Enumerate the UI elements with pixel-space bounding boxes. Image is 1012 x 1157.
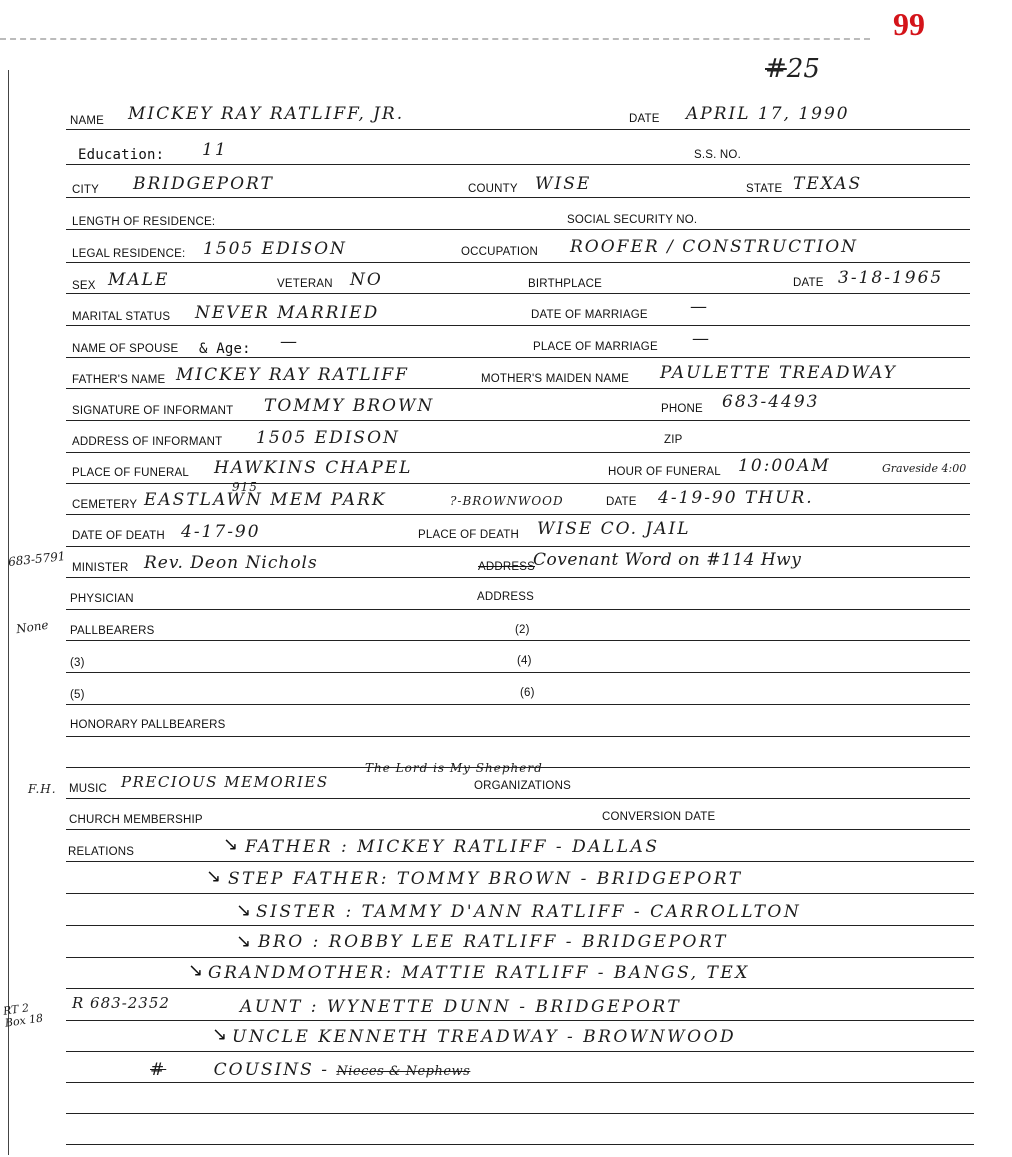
music-margin-note: F.H. — [28, 782, 57, 796]
state-label: STATE — [746, 183, 783, 195]
rule-funeral — [66, 483, 970, 484]
rule-death — [66, 546, 970, 547]
rule-relations-4 — [66, 957, 974, 958]
phone-value: 683-4493 — [722, 392, 820, 412]
check-mark-3: ↘ — [236, 900, 252, 920]
check-mark-7: ↘ — [212, 1024, 228, 1044]
informant-signature-label: SIGNATURE OF INFORMANT — [72, 405, 234, 417]
minister-margin-note: 683-5791 — [7, 549, 67, 569]
rule-education — [66, 164, 970, 165]
rule-relations-10 — [66, 1144, 974, 1145]
funeral-place-value: HAWKINS CHAPEL — [214, 458, 413, 478]
phone-label: PHONE — [661, 403, 703, 415]
rule-physician — [66, 609, 970, 610]
relations-phone-note: R 683-2352 — [72, 994, 170, 1012]
cousins-struck: Nieces & Nephews — [336, 1064, 471, 1079]
veteran-label: VETERAN — [277, 278, 333, 290]
city-value: BRIDGEPORT — [133, 174, 274, 194]
county-value: WISE — [535, 174, 592, 194]
cemetery-date-label: DATE — [606, 496, 637, 508]
relation-step-father: STEP FATHER: TOMMY BROWN - BRIDGEPORT — [228, 869, 743, 889]
spouse-age-label: & Age: — [199, 341, 251, 357]
rule-relations-2 — [66, 893, 974, 894]
music-label: MUSIC — [69, 783, 108, 795]
rule-parents — [66, 388, 970, 389]
cemetery-label: CEMETERY — [72, 499, 138, 511]
pallbearers-label: PALLBEARERS — [70, 625, 155, 637]
funeral-hour-label: HOUR OF FUNERAL — [608, 466, 721, 478]
relation-father: FATHER : MICKEY RATLIFF - DALLAS — [245, 837, 660, 857]
file-number: #25 — [765, 54, 820, 84]
education-value: 11 — [202, 140, 228, 160]
funeral-hour-note: Graveside 4:00 — [882, 462, 967, 475]
rule-pallbearers-5 — [66, 704, 970, 705]
relation-sister: SISTER : TAMMY D'ANN RATLIFF - CARROLLTON — [256, 902, 802, 922]
minister-label: MINISTER — [72, 562, 129, 574]
birthplace-label: BIRTHPLACE — [528, 278, 603, 290]
cousins-label: COUSINS - — [213, 1060, 329, 1080]
birth-date-label: DATE — [793, 277, 824, 289]
rule-relations-8 — [66, 1082, 974, 1083]
check-mark-5: ↘ — [188, 960, 204, 980]
place-of-marriage-value: — — [692, 329, 711, 349]
rule-relations-1 — [66, 861, 974, 862]
county-label: COUNTY — [468, 183, 518, 195]
music-above-note: The Lord is My Shepherd — [365, 761, 543, 775]
informant-address-value: 1505 EDISON — [256, 428, 400, 448]
rule-pallbearers — [66, 640, 970, 641]
rule-sex — [66, 293, 970, 294]
occupation-value: ROOFER / CONSTRUCTION — [570, 237, 859, 257]
zip-label: ZIP — [664, 434, 683, 446]
spouse-label: NAME OF SPOUSE — [72, 343, 179, 355]
check-mark-2: ↘ — [206, 866, 222, 886]
spouse-value: — — [280, 332, 299, 352]
ss-no-label: S.S. NO. — [694, 149, 741, 161]
informant-signature-value: TOMMY BROWN — [264, 396, 435, 416]
rule-legal — [66, 262, 970, 263]
rule-music — [66, 798, 970, 799]
honorary-pallbearers-label: HONORARY PALLBEARERS — [70, 719, 226, 731]
minister-address-value: Covenant Word on #114 Hwy — [533, 550, 802, 570]
rule-relations-9 — [66, 1113, 974, 1114]
rule-informant — [66, 420, 970, 421]
relation-uncle: UNCLE KENNETH TREADWAY - BROWNWOOD — [232, 1027, 737, 1047]
marital-status-value: NEVER MARRIED — [195, 303, 380, 323]
occupation-label: OCCUPATION — [461, 246, 538, 258]
relations-margin-note: RT 2 Box 18 — [2, 1001, 44, 1030]
relation-brother: BRO : ROBBY LEE RATLIFF - BRIDGEPORT — [258, 932, 728, 952]
date-of-marriage-value: — — [690, 297, 709, 317]
top-edge-dashes — [0, 38, 870, 40]
rule-informant-address — [66, 452, 970, 453]
rule-relations-6 — [66, 1020, 974, 1021]
cousins-entry — [150, 1060, 470, 1080]
cemetery-value: EASTLAWN MEM PARK — [144, 490, 387, 510]
rule-spouse — [66, 357, 970, 358]
date-of-death-label: DATE OF DEATH — [72, 530, 165, 542]
rule-relations-5 — [66, 988, 974, 989]
rule-name — [66, 129, 970, 130]
physician-address-label: ADDRESS — [477, 591, 534, 603]
minister-value: Rev. Deon Nichols — [144, 553, 318, 573]
check-mark-4: ↘ — [236, 931, 252, 951]
father-value: MICKEY RAY RATLIFF — [176, 365, 409, 385]
funeral-hour-value: 10:00AM — [738, 456, 831, 476]
rule-relations-7 — [66, 1051, 974, 1052]
sex-value: MALE — [108, 270, 170, 290]
pallbearer-slot-2: (2) — [515, 624, 530, 636]
name-label: NAME — [70, 115, 105, 127]
date-value: APRIL 17, 1990 — [686, 104, 850, 124]
cemetery-extra-note: ?-BROWNWOOD — [450, 494, 564, 508]
cousins-prefix: # — [150, 1060, 167, 1080]
sex-label: SEX — [72, 280, 96, 292]
rule-cemetery — [66, 514, 970, 515]
left-page-edge — [8, 70, 9, 1155]
legal-residence-label: LEGAL RESIDENCE: — [72, 248, 186, 260]
pallbearer-slot-3: (3) — [70, 657, 85, 669]
cemetery-above-note: 915 — [232, 480, 258, 494]
date-of-death-value: 4-17-90 — [181, 522, 261, 542]
rule-relations-3 — [66, 925, 974, 926]
mother-value: PAULETTE TREADWAY — [660, 363, 897, 383]
social-security-label: SOCIAL SECURITY NO. — [567, 214, 698, 226]
rule-marital — [66, 325, 970, 326]
birth-date-value: 3-18-1965 — [838, 268, 944, 288]
rule-residence — [66, 229, 970, 230]
rule-honorary — [66, 736, 970, 737]
pallbearer-slot-6: (6) — [520, 687, 535, 699]
minister-address-label: ADDRESS — [478, 561, 535, 573]
veteran-value: NO — [350, 270, 383, 290]
cemetery-date-value: 4-19-90 THUR. — [658, 488, 814, 508]
date-label: DATE — [629, 113, 660, 125]
relation-aunt: AUNT : WYNETTE DUNN - BRIDGEPORT — [240, 997, 682, 1017]
relations-label: RELATIONS — [68, 846, 135, 858]
conversion-date-label: CONVERSION DATE — [602, 811, 716, 823]
father-label: FATHER'S NAME — [72, 374, 166, 386]
length-of-residence-label: LENGTH OF RESIDENCE: — [72, 216, 216, 228]
rule-minister — [66, 577, 970, 578]
date-of-marriage-label: DATE OF MARRIAGE — [531, 309, 648, 321]
pallbearers-margin-note: None — [15, 617, 50, 637]
pallbearer-slot-5: (5) — [70, 689, 85, 701]
state-value: TEXAS — [793, 174, 863, 194]
rule-pallbearers-3 — [66, 672, 970, 673]
funeral-place-label: PLACE OF FUNERAL — [72, 467, 189, 479]
legal-residence-value: 1505 EDISON — [203, 239, 347, 259]
rule-church — [66, 829, 970, 830]
check-mark-1: ↘ — [223, 834, 239, 854]
mother-label: MOTHER'S MAIDEN NAME — [481, 373, 630, 385]
church-membership-label: CHURCH MEMBERSHIP — [69, 814, 203, 826]
physician-label: PHYSICIAN — [70, 593, 134, 605]
city-label: CITY — [72, 184, 99, 196]
education-label: Education: — [78, 147, 165, 163]
organizations-label: ORGANIZATIONS — [474, 780, 571, 792]
place-of-death-value: WISE CO. JAIL — [537, 519, 691, 539]
pallbearer-slot-4: (4) — [517, 655, 532, 667]
rule-city — [66, 197, 970, 198]
page-number: 99 — [893, 6, 925, 42]
music-value: PRECIOUS MEMORIES — [121, 773, 329, 791]
informant-address-label: ADDRESS OF INFORMANT — [72, 436, 223, 448]
name-value: MICKEY RAY RATLIFF, JR. — [128, 104, 405, 124]
place-of-marriage-label: PLACE OF MARRIAGE — [533, 341, 658, 353]
marital-status-label: MARITAL STATUS — [72, 311, 171, 323]
place-of-death-label: PLACE OF DEATH — [418, 529, 519, 541]
relation-grandmother: GRANDMOTHER: MATTIE RATLIFF - BANGS, TEX — [208, 963, 750, 983]
